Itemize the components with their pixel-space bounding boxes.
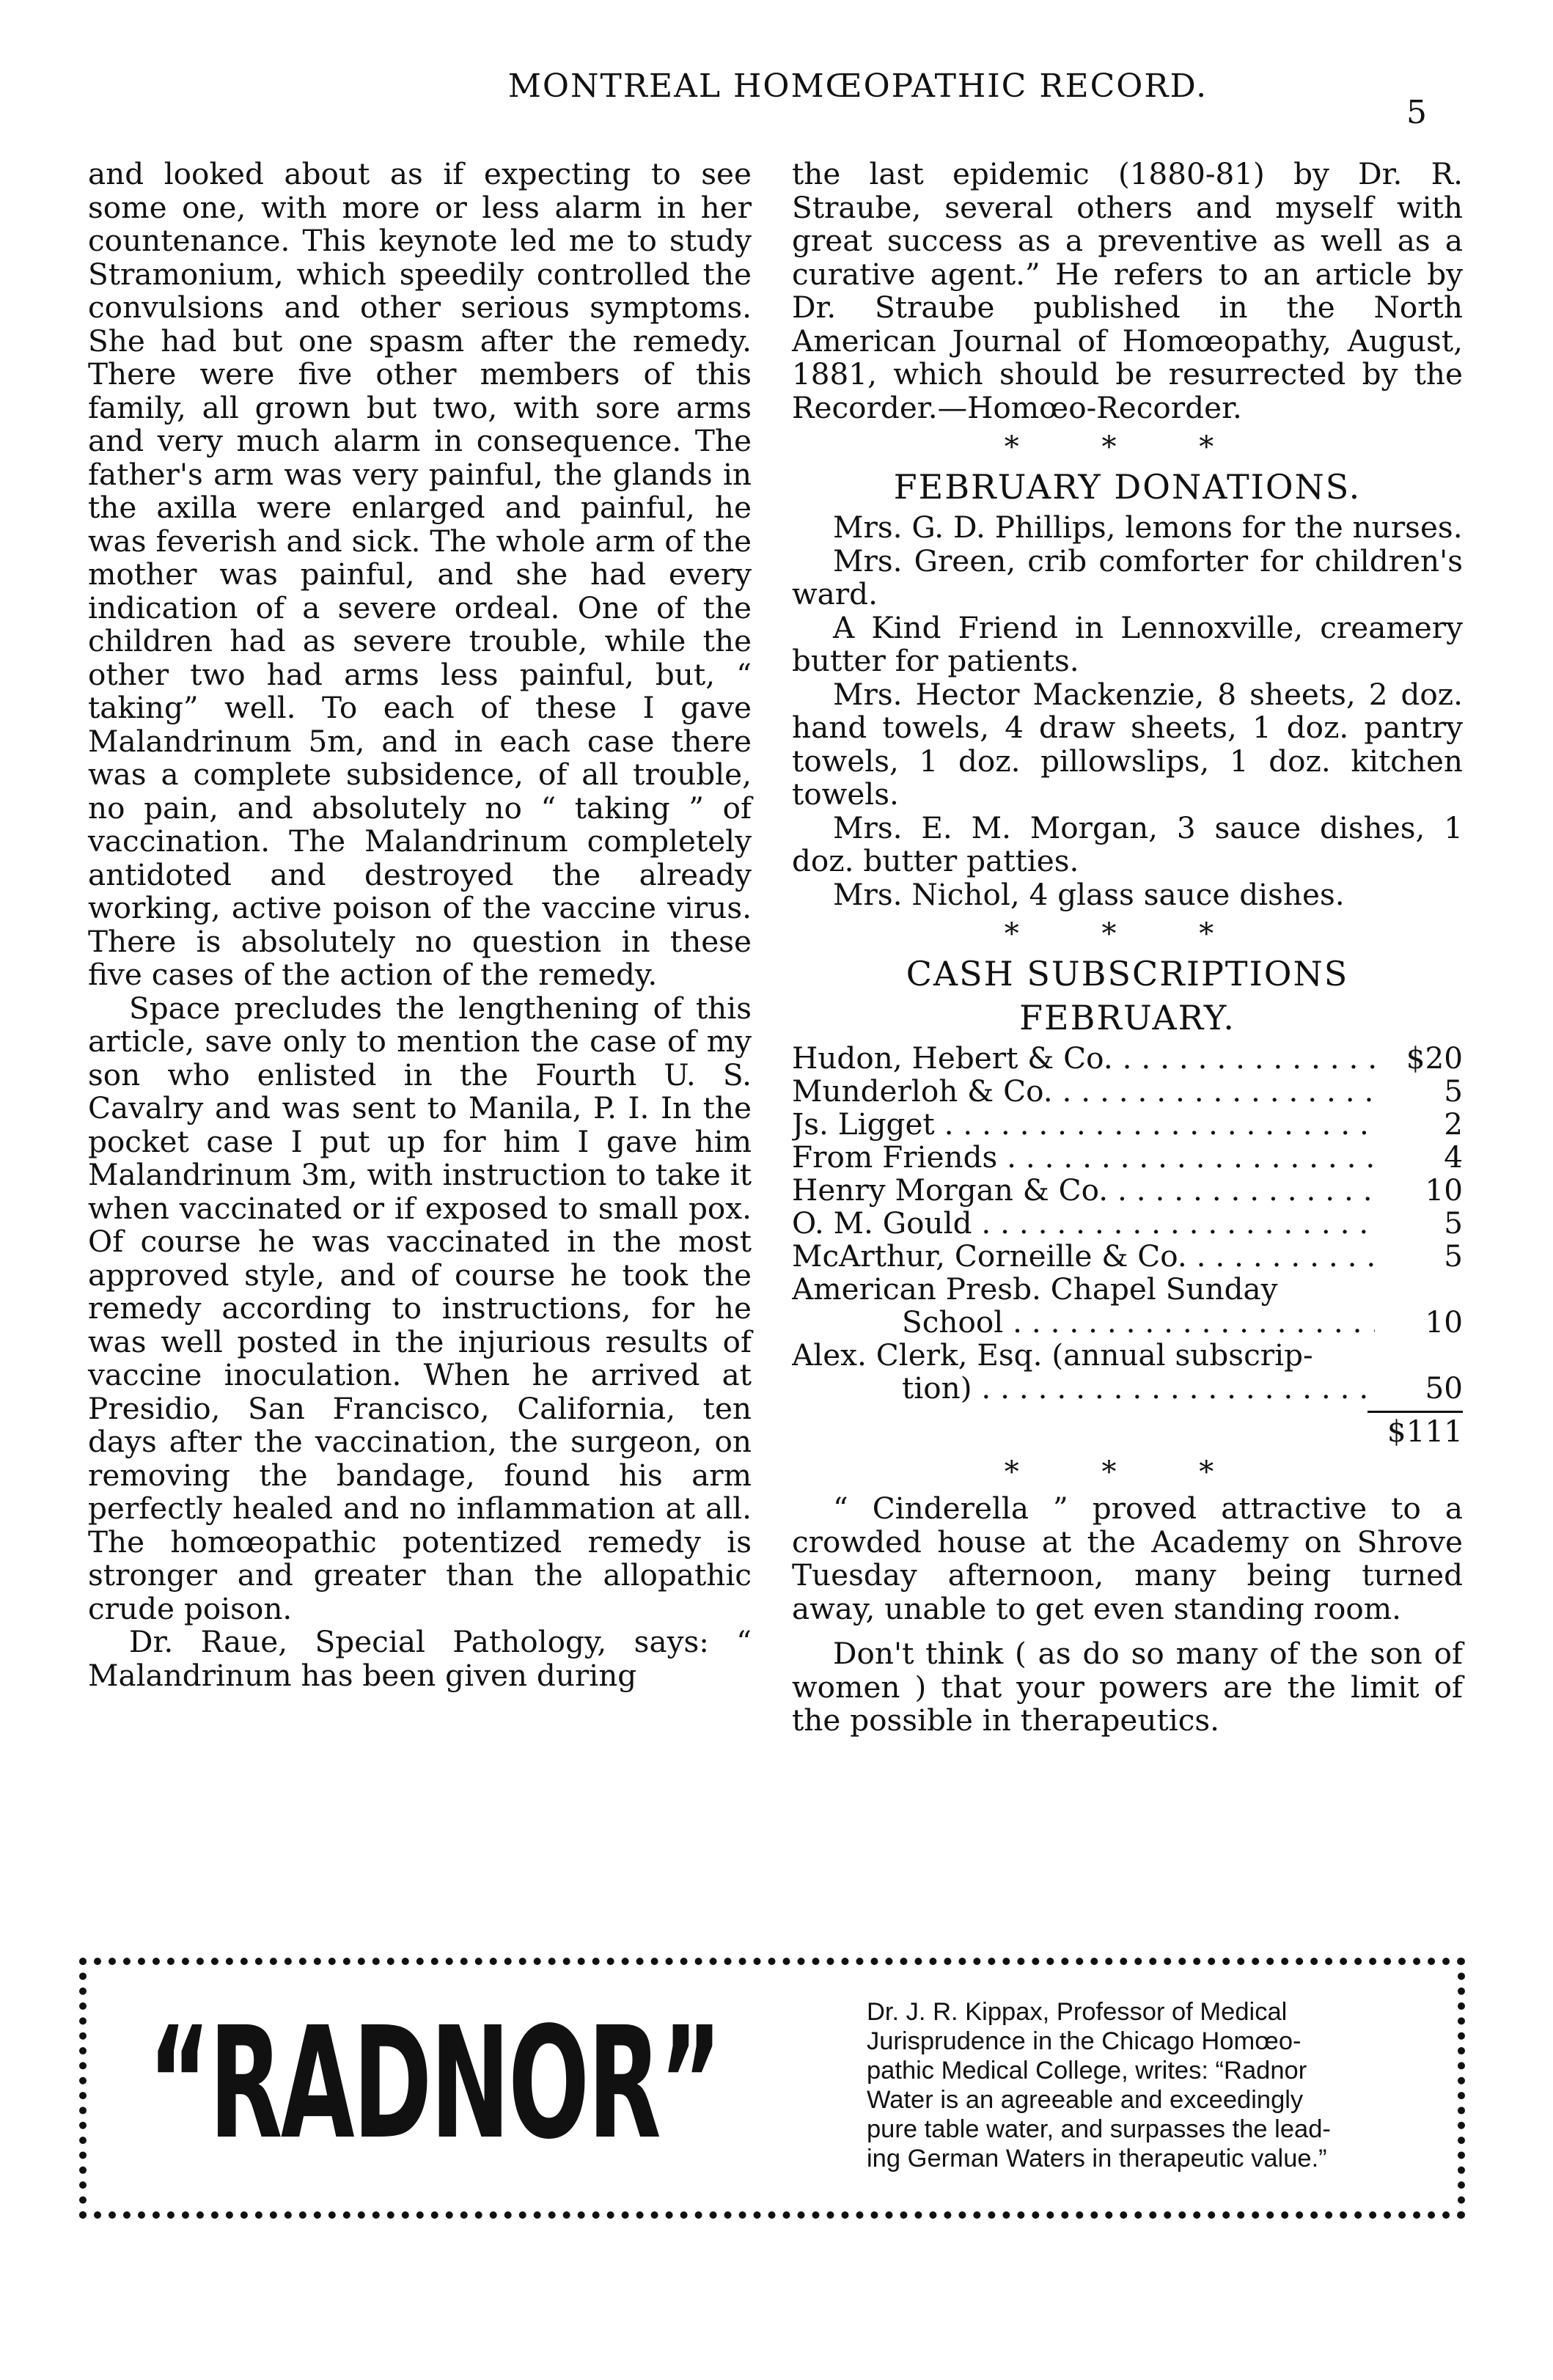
article-paragraph: Space precludes the lengthening of this article, save only to mention the case of my son who enlisted in the Fourth U. S. Cavalry and was sent to Manila, P. I. In the pocket case I put up for him I gave him Malandrinum 3m, with instruction to take it when vaccinated or if exposed to small pox. Of course he was vaccinated in the most approved style, and of course he took the remedy according to instructions, for he was well posted in the injurious results of vaccine inoculation. When he arrived at Presidio, San Francisco, California, ten days after the vaccination, the surgeon, on removing the bandage, found his arm perfectly healed and no inflammation at all. The homœopathic potentized remedy is stronger and greater than the allopathic crude poison. [88,990,752,1626]
article-continuation: the last epidemic (1880-81) by Dr. R. Straube, several others and myself with great success as a preventive as well as a curative agent.” He refers to an article by Dr. Straube published in the North American Journal of Homœopathy, August, 1881, which should be resurrected by the Recorder.—Homœo-Recorder. [792,156,1463,425]
cash-row [792,1075,1463,1108]
donation-item: Mrs. Nichol, 4 glass sauce dishes. [833,876,1345,912]
cash-row [792,1273,1463,1306]
cash-amount: $20 [1406,1040,1463,1076]
cash-amount: 10 [1425,1172,1463,1208]
cash-name: Munderloh & Co. . . . [792,1075,1375,1108]
cash-row [792,1042,1463,1075]
right-column [792,158,1463,1738]
running-header: MONTREAL HOMŒOPATHIC RECORD. [507,67,1208,105]
donation-item: Mrs. Hector Mackenzie, 8 sheets, 2 doz. hand towels, 4 draw sheets, 1 doz. pantry towels, 1 doz. pillowslips, 1 doz. kitchen towels. [792,676,1463,812]
note-paragraph: “ Cinderella ” proved attractive to a crowded house at the Academy on Shrove Tuesday afternoon, many being turned away, unable to get even standing room. [792,1491,1463,1626]
cash-row [792,1174,1463,1207]
ad-testimonial [867,1997,1439,2173]
cash-list [792,1042,1463,1450]
cash-name: School . . . [792,1306,1375,1339]
note-paragraph: Don't think ( as do so many of the son of women ) that your powers are the limit of the possible in therapeutics. [792,1636,1463,1738]
cash-name: O. M. Gould . . . [792,1207,1375,1240]
ad-text-line: Jurisprudence in the Chicago Homœo- [867,2027,1301,2055]
cash-name: tion) . . . [792,1372,1375,1405]
cash-row [792,1240,1463,1273]
ad-text-line: Dr. J. R. Kippax, Professor of Medical [867,1998,1288,2026]
cash-amount: 5 [1444,1205,1463,1241]
cash-row-continued [792,1306,1463,1339]
cash-amount: 4 [1444,1139,1463,1175]
cash-name: McArthur, Corneille & Co. . . . [792,1240,1375,1273]
section-separator: * * * [1004,430,1251,464]
page-number: 5 [1406,94,1427,131]
donation-item: Mrs. E. M. Morgan, 3 sauce dishes, 1 doz. butter patties. [792,809,1463,878]
donations-heading: FEBRUARY DONATIONS. [893,467,1362,507]
cash-amount: 10 [1425,1304,1463,1340]
donation-item: A Kind Friend in Lennoxville, creamery butter for patients. [792,609,1463,678]
left-column [88,158,752,1692]
article-paragraph: Dr. Raue, Special Pathology, says: “ Malandrinum has been given during [88,1624,752,1693]
cash-name: Alex. Clerk, Esq. (annual subscrip- [792,1339,1313,1372]
cash-row [792,1108,1463,1141]
ad-text-line: Water is an agreeable and exceedingly [867,2086,1304,2114]
donations-list [792,511,1463,911]
ad-text-line: pure table water, and surpasses the lead- [867,2115,1331,2143]
section-separator: * * * [1004,1455,1251,1489]
cash-heading-month: FEBRUARY. [1019,998,1236,1037]
cash-amount: 5 [1444,1073,1463,1109]
cash-name: From Friends . . . [792,1141,1375,1174]
ad-brand-name: “RADNOR” [148,1994,721,2173]
cash-heading: CASH SUBSCRIPTIONS [906,954,1349,993]
donation-item: Mrs. Green, crib comforter for children's ward. [792,543,1463,611]
cash-name: Js. Ligget . . . [792,1108,1375,1141]
cash-name: American Presb. Chapel Sunday [792,1273,1278,1306]
radnor-advertisement [79,1958,1465,2219]
ad-content [104,1983,1440,2194]
cash-amount: 50 [1425,1370,1463,1406]
cash-row [792,1207,1463,1240]
cash-row [792,1141,1463,1174]
section-separator: * * * [1004,917,1251,951]
article-paragraph: and looked about as if expecting to see some one, with more or less alarm in her countenance. This keynote led me to study Stramonium, which speedily controlled the convulsions and other serious symptoms. She had but one spasm after the remedy. There were five other members of this family, all grown but two, with sore arms and very much alarm in consequence. The father's arm was very painful, the glands in the axilla were enlarged and painful, he was feverish and sick. The whole arm of the mother was painful, and she had every indication of a severe ordeal. One of the children had as severe trouble, while the other two had arms less painful, but, “ taking” well. To each of these I gave Malandrinum 5m, and in each case there was a complete subsidence, of all trouble, no pain, and absolutely no “ taking ” of vaccination. The Malandrinum completely antidoted and destroyed the already working, active poison of the vaccine virus. There is absolutely no question in these five cases of the action of the remedy. [88,156,752,992]
cash-row-continued [792,1372,1463,1405]
donation-item: Mrs. G. D. Phillips, lemons for the nurses. [833,510,1463,545]
ad-text-line: ing German Waters in therapeutic value.” [867,2145,1327,2173]
cash-name: Hudon, Hebert & Co. . . . [792,1042,1375,1075]
cash-name: Henry Morgan & Co. . . . [792,1174,1375,1207]
cash-amount: 2 [1444,1106,1463,1142]
cash-row [792,1339,1463,1372]
cash-total: $111 [1387,1414,1463,1449]
cash-amount: 5 [1444,1238,1463,1274]
ad-text-line: pathic Medical College, writes: “Radnor [867,2057,1307,2085]
